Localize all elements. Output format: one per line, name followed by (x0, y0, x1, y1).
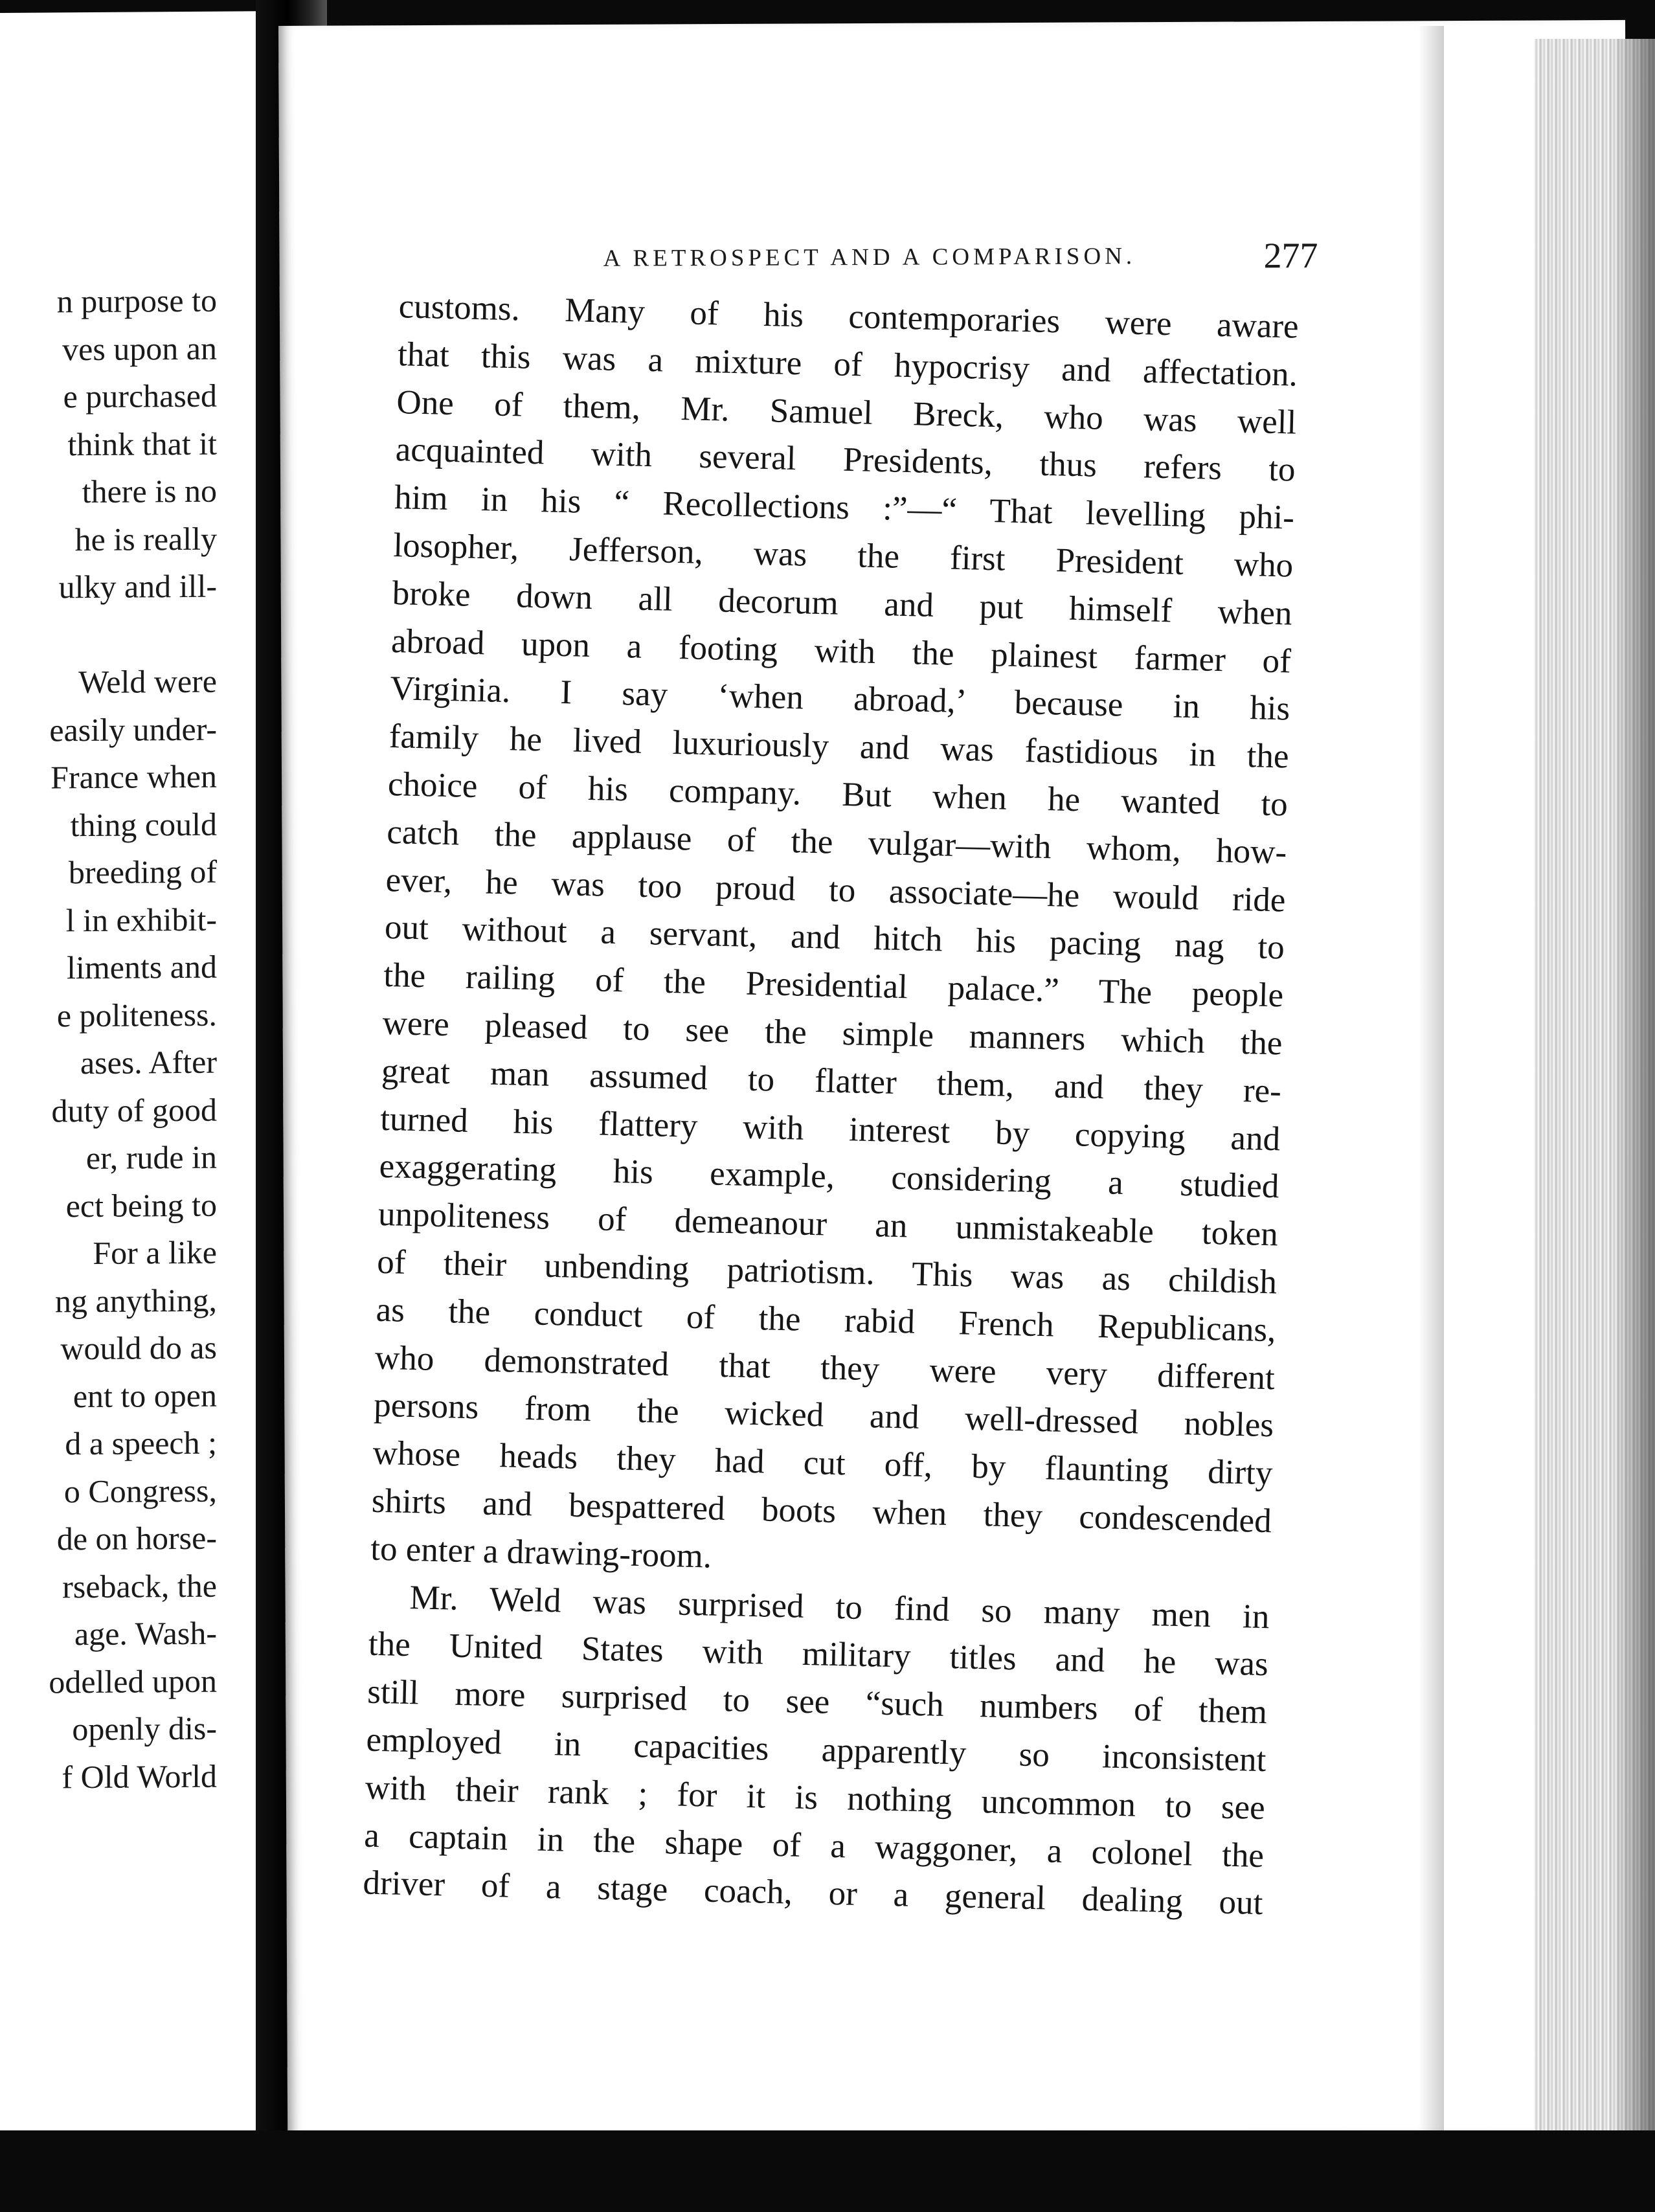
page-end-shadow (1418, 26, 1444, 2137)
page-body-text (363, 283, 1300, 1928)
body-text-line: broke down all decorum and put himself when (392, 574, 1293, 633)
left-text-line: there is no (82, 472, 217, 510)
body-text-line: Virginia. I say ‘when abroad,’ because in his (389, 670, 1290, 728)
body-text-line: catch the applause of the vulgar—with whom, how- (386, 813, 1287, 872)
body-text-line: unpoliteness of demeanour an unmistakeable token (377, 1195, 1279, 1254)
left-text-line: e purchased (63, 377, 217, 415)
left-text-line: l in exhibit- (65, 901, 217, 938)
left-text-line: ent to open (73, 1377, 217, 1414)
left-text-line: odelled upon (49, 1662, 217, 1700)
body-text-line: great man assumed to flatter them, and they re- (381, 1052, 1282, 1111)
body-text-line: employed in capacities apparently so inconsistent (366, 1721, 1267, 1779)
left-text-line: breeding of (68, 853, 217, 891)
left-text-line: easily under- (49, 710, 217, 748)
left-text-line: ng anything, (55, 1281, 217, 1319)
left-text-line: f Old World (62, 1757, 217, 1795)
body-text-line: ever, he was too proud to associate—he would ride (385, 861, 1287, 920)
body-text-line: him in his “ Recollections :”—“ That levelling phi- (394, 479, 1295, 537)
left-text-line: would do as (60, 1329, 217, 1367)
page-block-shadow (1612, 39, 1655, 2150)
body-text-line: the United States with military titles and he was (368, 1625, 1269, 1684)
left-text-line: France when (51, 758, 217, 796)
body-text-line: with their rank ; for it is nothing uncommon to see (365, 1768, 1266, 1827)
body-text-line: as the conduct of the rabid French Republicans, (376, 1291, 1277, 1349)
left-text-line: duty of good (51, 1091, 217, 1129)
left-text-line: n purpose to (56, 282, 217, 320)
body-text-line: customs. Many of his contemporaries were aware (398, 288, 1300, 346)
body-text-line: shirts and bespattered boots when they condescended (371, 1482, 1272, 1541)
running-head-title: A RETROSPECT AND A COMPARISON. (603, 243, 1136, 272)
body-text-line: turned his flattery with interest by copying and (379, 1100, 1281, 1158)
left-text-line: liments and (67, 948, 217, 986)
body-text-line: persons from the wicked and well-dressed nobles (373, 1386, 1274, 1445)
body-text-line: acquainted with several Presidents, thus refers to (395, 431, 1296, 490)
left-text-line: ulky and ill- (58, 567, 217, 605)
left-text-line: ves upon an (62, 330, 217, 367)
left-page-text (0, 277, 217, 1801)
left-text-line: er, rude in (85, 1138, 217, 1177)
body-text-line: to enter a drawing-room. (370, 1529, 712, 1575)
body-text-line: still more surprised to see “such numbers of them (366, 1673, 1268, 1732)
body-text-line: whose heads they had cut off, by flaunting dirty (372, 1434, 1274, 1493)
paragraph-gap (0, 610, 217, 659)
left-text-line: For a like (93, 1234, 217, 1271)
body-text-line: exaggerating his example, considering a studied (379, 1147, 1280, 1206)
body-text-line: losopher, Jefferson, was the first President who (392, 526, 1294, 585)
body-text-line: driver of a stage coach, or a general dealing out (363, 1864, 1263, 1923)
body-text-line: abroad upon a footing with the plainest farmer of (390, 622, 1292, 681)
left-text-line: d a speech ; (65, 1424, 217, 1462)
left-text-line: age. Wash- (74, 1614, 217, 1653)
body-text-line: family he lived luxuriously and was fastidious in the (388, 717, 1290, 776)
left-text-line: rseback, the (62, 1567, 217, 1605)
body-text-line: Mr. Weld was surprised to find so many men in (409, 1578, 1270, 1636)
body-text-line: out without a servant, and hitch his pacing nag to (384, 909, 1285, 967)
left-text-line: de on horse- (56, 1519, 217, 1557)
left-text-line: he is really (74, 520, 217, 558)
left-text-line: ect being to (65, 1186, 217, 1224)
running-head (279, 214, 1606, 276)
left-text-line: openly dis- (72, 1710, 217, 1748)
page-number: 277 (1263, 235, 1318, 276)
left-text-line: ases. After (80, 1043, 217, 1081)
left-text-line: thing could (70, 806, 217, 843)
left-text-line: Weld were (78, 662, 217, 701)
body-text-line: One of them, Mr. Samuel Breck, who was well (396, 383, 1297, 442)
body-text-line: the railing of the Presidential palace.” The people (383, 956, 1284, 1015)
left-text-line: o Congress, (63, 1472, 217, 1509)
left-text-line: e politeness. (56, 996, 217, 1033)
body-text-line: a captain in the shape of a waggoner, a colonel the (363, 1816, 1265, 1875)
body-text-line: who demonstrated that they were very different (374, 1338, 1276, 1397)
body-text-line: that this was a mixture of hypocrisy and affectation. (397, 335, 1298, 394)
body-text-line: of their unbending patriotism. This was as childish (376, 1243, 1278, 1302)
left-text-line: think that it (67, 425, 217, 462)
scanner-bed-bottom (0, 2130, 1655, 2212)
body-text-line: were pleased to see the simple manners which the (382, 1004, 1283, 1063)
body-text-line: choice of his company. But when he wanted to (387, 765, 1289, 824)
